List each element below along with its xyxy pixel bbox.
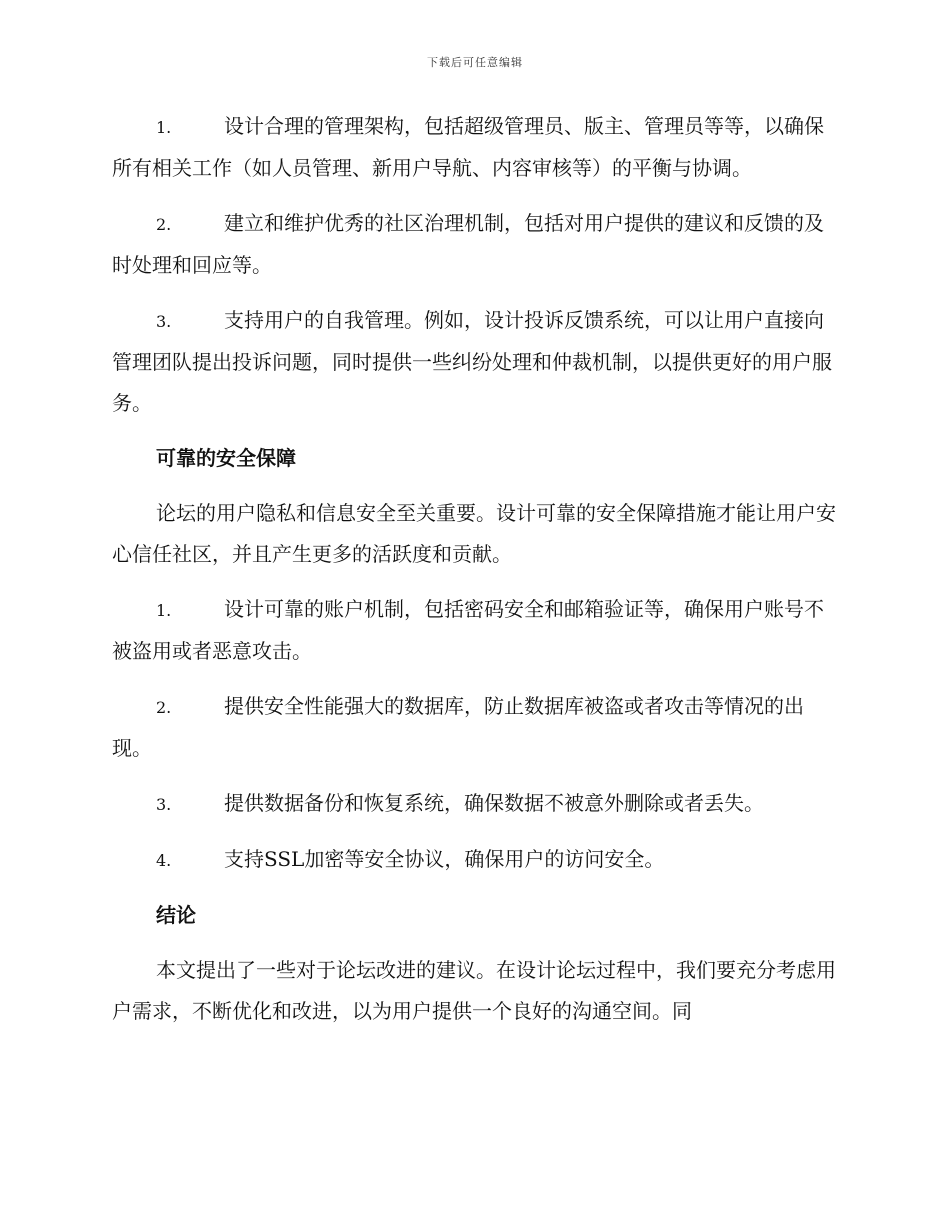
list-number: 1. <box>156 118 172 137</box>
list-number: 2. <box>156 698 172 717</box>
list-item <box>112 203 838 286</box>
list-number: 1. <box>156 601 172 620</box>
list-number: 3. <box>156 795 172 814</box>
page-header: 下载后可任意编辑 <box>427 56 523 69</box>
list-number: 4. <box>156 851 172 870</box>
list-item <box>112 783 838 825</box>
list-item-text: 设计合理的管理架构，包括超级管理员、版主、管理员等等，以确保所有相关工作（如人员管理、新用户导航、内容审核等）的平衡与协调。 <box>112 114 824 180</box>
list-item-text: 设计可靠的账户机制，包括密码安全和邮箱验证等，确保用户账号不被盗用或者恶意攻击。 <box>112 597 824 663</box>
section-intro-paragraph: 论坛的用户隐私和信息安全至关重要。设计可靠的安全保障措施才能让用户安心信任社区，并且产生更多的活跃度和贡献。 <box>112 501 836 566</box>
list-item <box>112 589 838 672</box>
section-heading-security: 可靠的安全保障 <box>156 446 296 470</box>
list-item-text: 建立和维护优秀的社区治理机制，包括对用户提供的建议和反馈的及时处理和回应等。 <box>112 211 824 277</box>
list-number: 3. <box>156 312 172 331</box>
list-number: 2. <box>156 215 172 234</box>
list-item <box>112 839 838 881</box>
document-body <box>112 106 838 1032</box>
list-item <box>112 300 838 424</box>
list-item <box>112 106 838 189</box>
list-item-text: 提供安全性能强大的数据库，防止数据库被盗或者攻击等情况的出现。 <box>112 694 804 760</box>
list-item-text: 支持SSL加密等安全协议，确保用户的访问安全。 <box>224 847 665 871</box>
conclusion-paragraph: 本文提出了一些对于论坛改进的建议。在设计论坛过程中，我们要充分考虑用户需求，不断优化和改进，以为用户提供一个良好的沟通空间。同 <box>112 958 836 1023</box>
list-item <box>112 686 838 769</box>
list-item-text: 提供数据备份和恢复系统，确保数据不被意外删除或者丢失。 <box>224 791 764 815</box>
list-item-text: 支持用户的自我管理。例如，设计投诉反馈系统，可以让用户直接向管理团队提出投诉问题，同时提供一些纠纷处理和仲裁机制，以提供更好的用户服务。 <box>112 308 832 415</box>
section-heading-conclusion: 结论 <box>156 903 196 927</box>
